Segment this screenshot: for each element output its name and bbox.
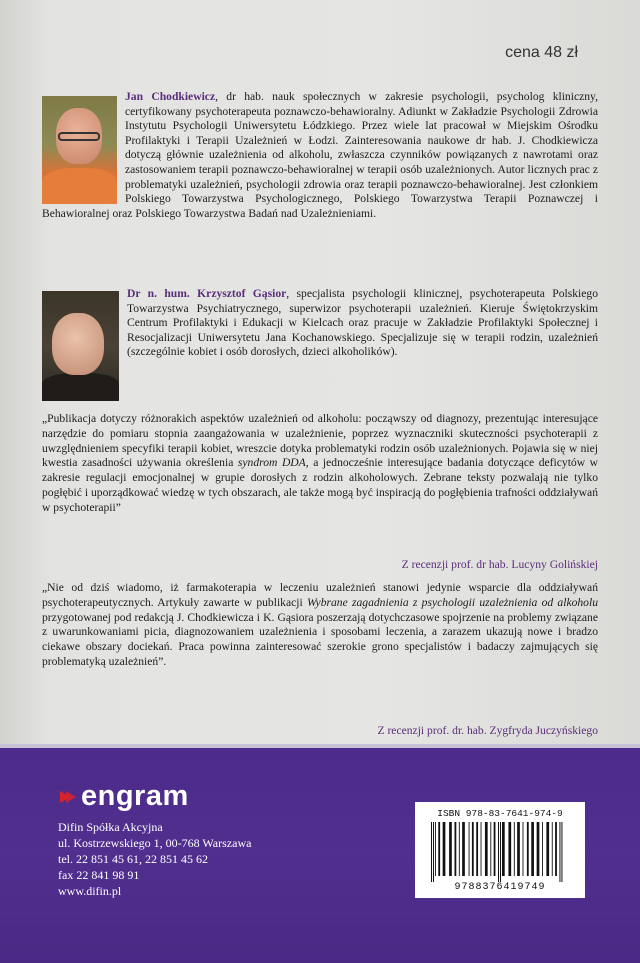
barcode-bar (514, 822, 515, 876)
author-photo-chodkiewicz (42, 96, 117, 204)
barcode-bar (435, 822, 436, 876)
photo-shirt (42, 373, 119, 401)
barcode-bar (500, 822, 501, 882)
barcode-bar (472, 822, 474, 876)
photo-face (52, 313, 104, 375)
barcode-bar (485, 822, 488, 876)
review-source-golinska: Z recenzji prof. dr hab. Lucyny Golińskiej (401, 558, 598, 571)
review-text: , a jednocześnie interesujące badania dotyczące deficytów w zakresie regulacji emocjonalnej w grupie dorosłych z rodzin alkoholowych. Zebrane teksty pozwalają nie tylko pogłębić i uporządkować wiedzę w tych obszarach, ale także mogą być inspiracją do pogłębienia trafności oddziaływań w psychoterapii” (42, 456, 599, 514)
barcode-bar (523, 822, 524, 876)
author-bio-gasior (42, 287, 598, 403)
barcode-bars (427, 822, 573, 882)
barcode-bar (498, 822, 499, 882)
publisher-website: www.difin.pl (58, 884, 122, 898)
barcode-bar (459, 822, 460, 876)
publisher-phone: tel. 22 851 45 61, 22 851 45 62 (58, 852, 208, 866)
barcode-bar (552, 822, 553, 876)
publisher-fax: fax 22 841 98 91 (58, 868, 140, 882)
engram-logo-icon (58, 787, 78, 807)
photo-shirt (42, 168, 117, 204)
barcode-bar (462, 822, 465, 876)
barcode-bar (537, 822, 540, 876)
barcode-bar (559, 822, 560, 882)
barcode-bar (481, 822, 482, 876)
author-bio-text: , dr hab. nauk społecznych w zakresie psychologii, psycholog kliniczny, certyfikowany psychoterapeuta poznawczo-behawioralny. Adiunkt w Zakładzie Psychologii Zdrowia Instytutu Psychologii Uniwersytetu Łódzkiego. Przez wiele lat pracował w Miejskim Ośrodku Profilaktyki i Terapii Uzależnień w Łodzi. Zainteresowania naukowe dr hab. J. Chodkiewicza dotyczą głównie uzależnienia od alkoholu, zwłaszcza czynników powiązanych z nawrotami oraz zastosowaniem terapii poznawczo-behawioralnej w terapii osób uzależnionych. Autor licznych prac z problematyki uzależnień, psychologii zdrowia oraz terapii poznawczo-behawioralnej. Jest członkiem Polskiego Towarzystwa Psychologicznego, Polskiego Towarzystwa Terapii Poznawczej i Behawioralnej oraz Polskiego Towarzystwa Badań nad Uzależnieniami. (42, 90, 598, 220)
author-name-gasior: Dr n. hum. Krzysztof Gąsior (127, 287, 287, 300)
isbn-label: ISBN 978-83-7641-974-9 (437, 808, 563, 819)
barcode-bar (542, 822, 543, 876)
barcode-bar (508, 822, 511, 876)
barcode-bar (455, 822, 457, 876)
author-bio-text: , specjalista psychologii klinicznej, psychoterapeuta Polskiego Towarzystwa Psychiatrycznego, superwizor psychoterapii uzależnień. Kieruje Świętokrzyskim Centrum Profilaktyki i Edukacji w Kielcach oraz pracuje w Zakładzie Profilaktyki Społecznej i Resocjalizacji Uniwersytetu Jana Kochanowskiego. Specjalizuje się w terapii rodzin, uzależnień (szczególnie kobiet i osób dorosłych, dzieci alkoholików). (127, 287, 598, 359)
barcode-bar (433, 822, 434, 882)
review-juczynski (42, 581, 598, 670)
barcode-bar (494, 822, 496, 876)
engram-logo (58, 780, 189, 813)
barcode-bar (438, 822, 440, 876)
author-bio-chodkiewicz (42, 90, 598, 221)
ean-number: 9788376419749 (454, 882, 546, 893)
barcode-bar (527, 822, 529, 876)
review-text: „Nie od dziś wiadomo, iż farmakoterapia w leczeniu uzależnień stanowi jedynie wsparcie dla oddziaływań psychoterapeutycznych. Artykuły zawarte w publikacji (42, 581, 598, 609)
barcode-bar (517, 822, 520, 876)
barcode-bar (431, 822, 432, 882)
review-term: syndrom DDA (237, 456, 306, 470)
barcode-bar (561, 822, 562, 882)
author-photo-gasior (42, 291, 119, 401)
publisher-company: Difin Spółka Akcyjna (58, 820, 163, 834)
review-golinska (42, 412, 598, 516)
publisher-info (58, 819, 251, 899)
review-book-title: Wybrane zagadnienia z psychologii uzależnienia od alkoholu (306, 595, 598, 609)
isbn-barcode (415, 802, 585, 898)
barcode-bar (555, 822, 557, 876)
barcode-bar (443, 822, 446, 876)
barcode-bar (449, 822, 452, 876)
photo-glasses (58, 132, 100, 141)
barcode-bar (546, 822, 549, 876)
review-text: przygotowanej pod redakcją J. Chodkiewicza i K. Gąsiora poszerzają dotychczasowe spojrzenie na problemy związane z uwarunkowaniami picia, diagnozowaniem uzależnienia i sposobami leczenia, a zarazem ukazują nowe i bradzo ciekawe obszary dociekań. Praca powinna zainteresować szerokie grono specjalistów i badaczy zajmujących się problematyką uzależnień”. (42, 610, 598, 668)
review-source-juczynski: Z recenzji prof. dr. hab. Zygfryda Juczyńskiego (377, 724, 598, 737)
author-name-chodkiewicz: Jan Chodkiewicz (125, 90, 216, 103)
review-text: „Publikacja dotyczy różnorakich aspektów uzależnień od alkoholu: począwszy od diagnozy, prezentując interesujące narzędzie do pomiaru stopnia zaangażowania w uzależnienie, poprzez wyznaczniki skuteczności psychoterapii z uwzględnieniem specyfiki terapii kobiet, wreszcie dotyka problematyki rodzin osób uzależnionych. Pojawia się w niej kwestia zasadności używania określenia (42, 412, 598, 470)
barcode-bar (490, 822, 491, 876)
barcode-bar (502, 822, 505, 876)
publisher-address: ul. Kostrzewskiego 1, 00-768 Warszawa (58, 836, 252, 850)
barcode-bar (476, 822, 478, 876)
barcode-bar (469, 822, 470, 876)
barcode-bar (531, 822, 534, 876)
engram-logo-text: engram (81, 780, 189, 812)
price-label: cena 48 zł (505, 44, 578, 61)
